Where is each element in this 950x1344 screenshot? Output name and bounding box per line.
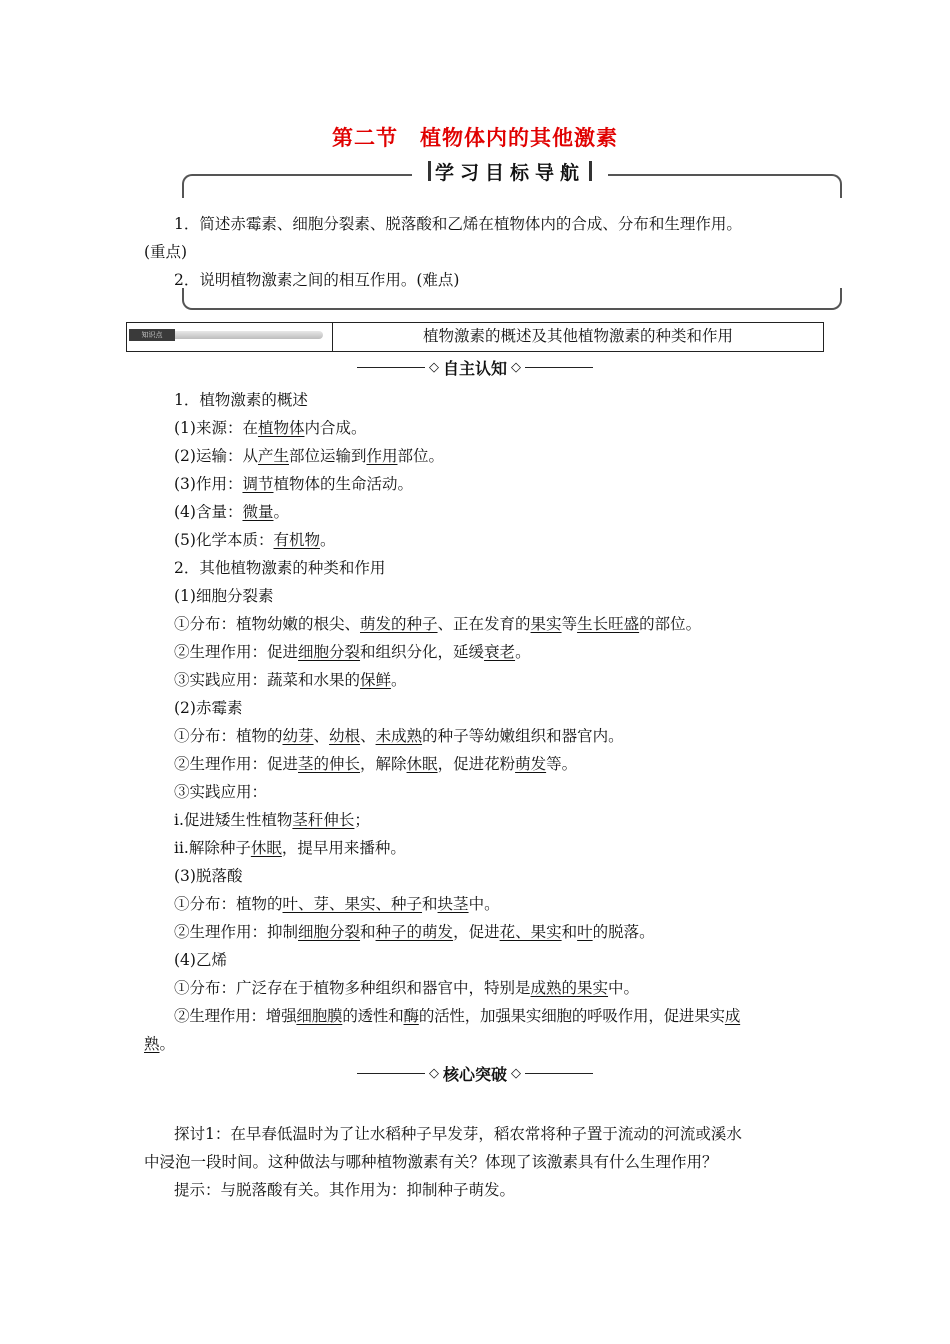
text-line: (1)细胞分裂素 (174, 587, 274, 605)
text-line: ②生理作用：增强细胞膜的透性和酶的活性，加强果实细胞的呼吸作用，促进果实成 (174, 1007, 741, 1025)
knowledge-point-badge (127, 323, 333, 351)
section-header-label: 核心突破 (442, 1065, 507, 1084)
objectives-header-label: 学习目标导航 (435, 161, 586, 184)
discussion-line: 中浸泡一段时间。这种做法与哪种植物激素有关？体现了该激素具有什么生理作用？ (144, 1153, 718, 1171)
objective-1-note: (重点) (144, 243, 188, 261)
title-section: 第二节 (332, 126, 398, 150)
section-header-label: 自主认知 (442, 359, 507, 378)
diamond-icon: ◇ (511, 1066, 521, 1081)
text-line: ⅰ.促进矮生性植物茎秆伸长； (174, 811, 370, 829)
diamond-icon: ◇ (428, 1066, 439, 1081)
text-line: ①分布：植物的叶、芽、果实、种子和块茎中。 (174, 895, 500, 913)
objective-2: 2．说明植物激素之间的相互作用。(难点) (174, 271, 460, 289)
text-line: (2)赤霉素 (174, 699, 243, 717)
text-line: (1)来源：在植物体内合成。 (174, 419, 367, 437)
text-line: ⅱ.解除种子休眠，提早用来播种。 (174, 839, 406, 857)
text-line: (5)化学本质：有机物。 (174, 531, 336, 549)
rule-left (357, 1073, 425, 1074)
knowledge-point-bar (175, 331, 323, 339)
knowledge-point-tag: 知识点 (129, 329, 175, 341)
text-line: (2)运输：从产生部位运输到作用部位。 (174, 447, 445, 465)
text-line: 1．植物激素的概述 (174, 391, 308, 409)
discussion-line: 探讨1：在早春低温时为了让水稻种子早发芽，稻农常将种子置于流动的河流或溪水 (174, 1125, 742, 1143)
title-topic: 植物体内的其他激素 (420, 126, 618, 150)
text-line: 熟。 (144, 1035, 176, 1053)
text-line: (3)作用：调节植物体的生命活动。 (174, 475, 413, 493)
hint-line: 提示：与脱落酸有关。其作用为：抑制种子萌发。 (174, 1181, 516, 1199)
header-bar-left (428, 161, 431, 181)
page-title (0, 122, 950, 152)
diamond-icon: ◇ (428, 360, 439, 375)
rule-right (525, 367, 593, 368)
section-header-self-study (0, 356, 950, 379)
text-line: (3)脱落酸 (174, 867, 243, 885)
objective-1: 1．简述赤霉素、细胞分裂素、脱落酸和乙烯在植物体内的合成、分布和生理作用。 (174, 215, 742, 233)
text-line: ②生理作用：抑制细胞分裂和种子的萌发，促进花、果实和叶的脱落。 (174, 923, 655, 941)
rule-left (357, 367, 425, 368)
text-line: 2．其他植物激素的种类和作用 (174, 559, 386, 577)
text-line: ①分布：植物幼嫩的根尖、萌发的种子、正在发育的果实等生长旺盛的部位。 (174, 615, 702, 633)
knowledge-point-title: 植物激素的概述及其他植物激素的种类和作用 (422, 327, 733, 345)
knowledge-point-box (126, 322, 824, 352)
text-line: ①分布：广泛存在于植物多种组织和器官中，特别是成熟的果实中。 (174, 979, 640, 997)
text-line: (4)含量：微量。 (174, 503, 289, 521)
text-line: ①分布：植物的幼芽、幼根、未成熟的种子等幼嫩组织和器官内。 (174, 727, 624, 745)
rule-right (525, 1073, 593, 1074)
header-bar-right (589, 161, 592, 181)
diamond-icon: ◇ (511, 360, 521, 375)
text-line: ③实践应用： (174, 783, 268, 801)
text-line: ③实践应用：蔬菜和水果的保鲜。 (174, 671, 407, 689)
text-line: ②生理作用：促进茎的伸长，解除休眠，促进花粉萌发等。 (174, 755, 578, 773)
section-header-core (0, 1062, 950, 1085)
text-line: (4)乙烯 (174, 951, 227, 969)
objectives-header (412, 154, 608, 188)
text-line: ②生理作用：促进细胞分裂和组织分化，延缓衰老。 (174, 643, 531, 661)
